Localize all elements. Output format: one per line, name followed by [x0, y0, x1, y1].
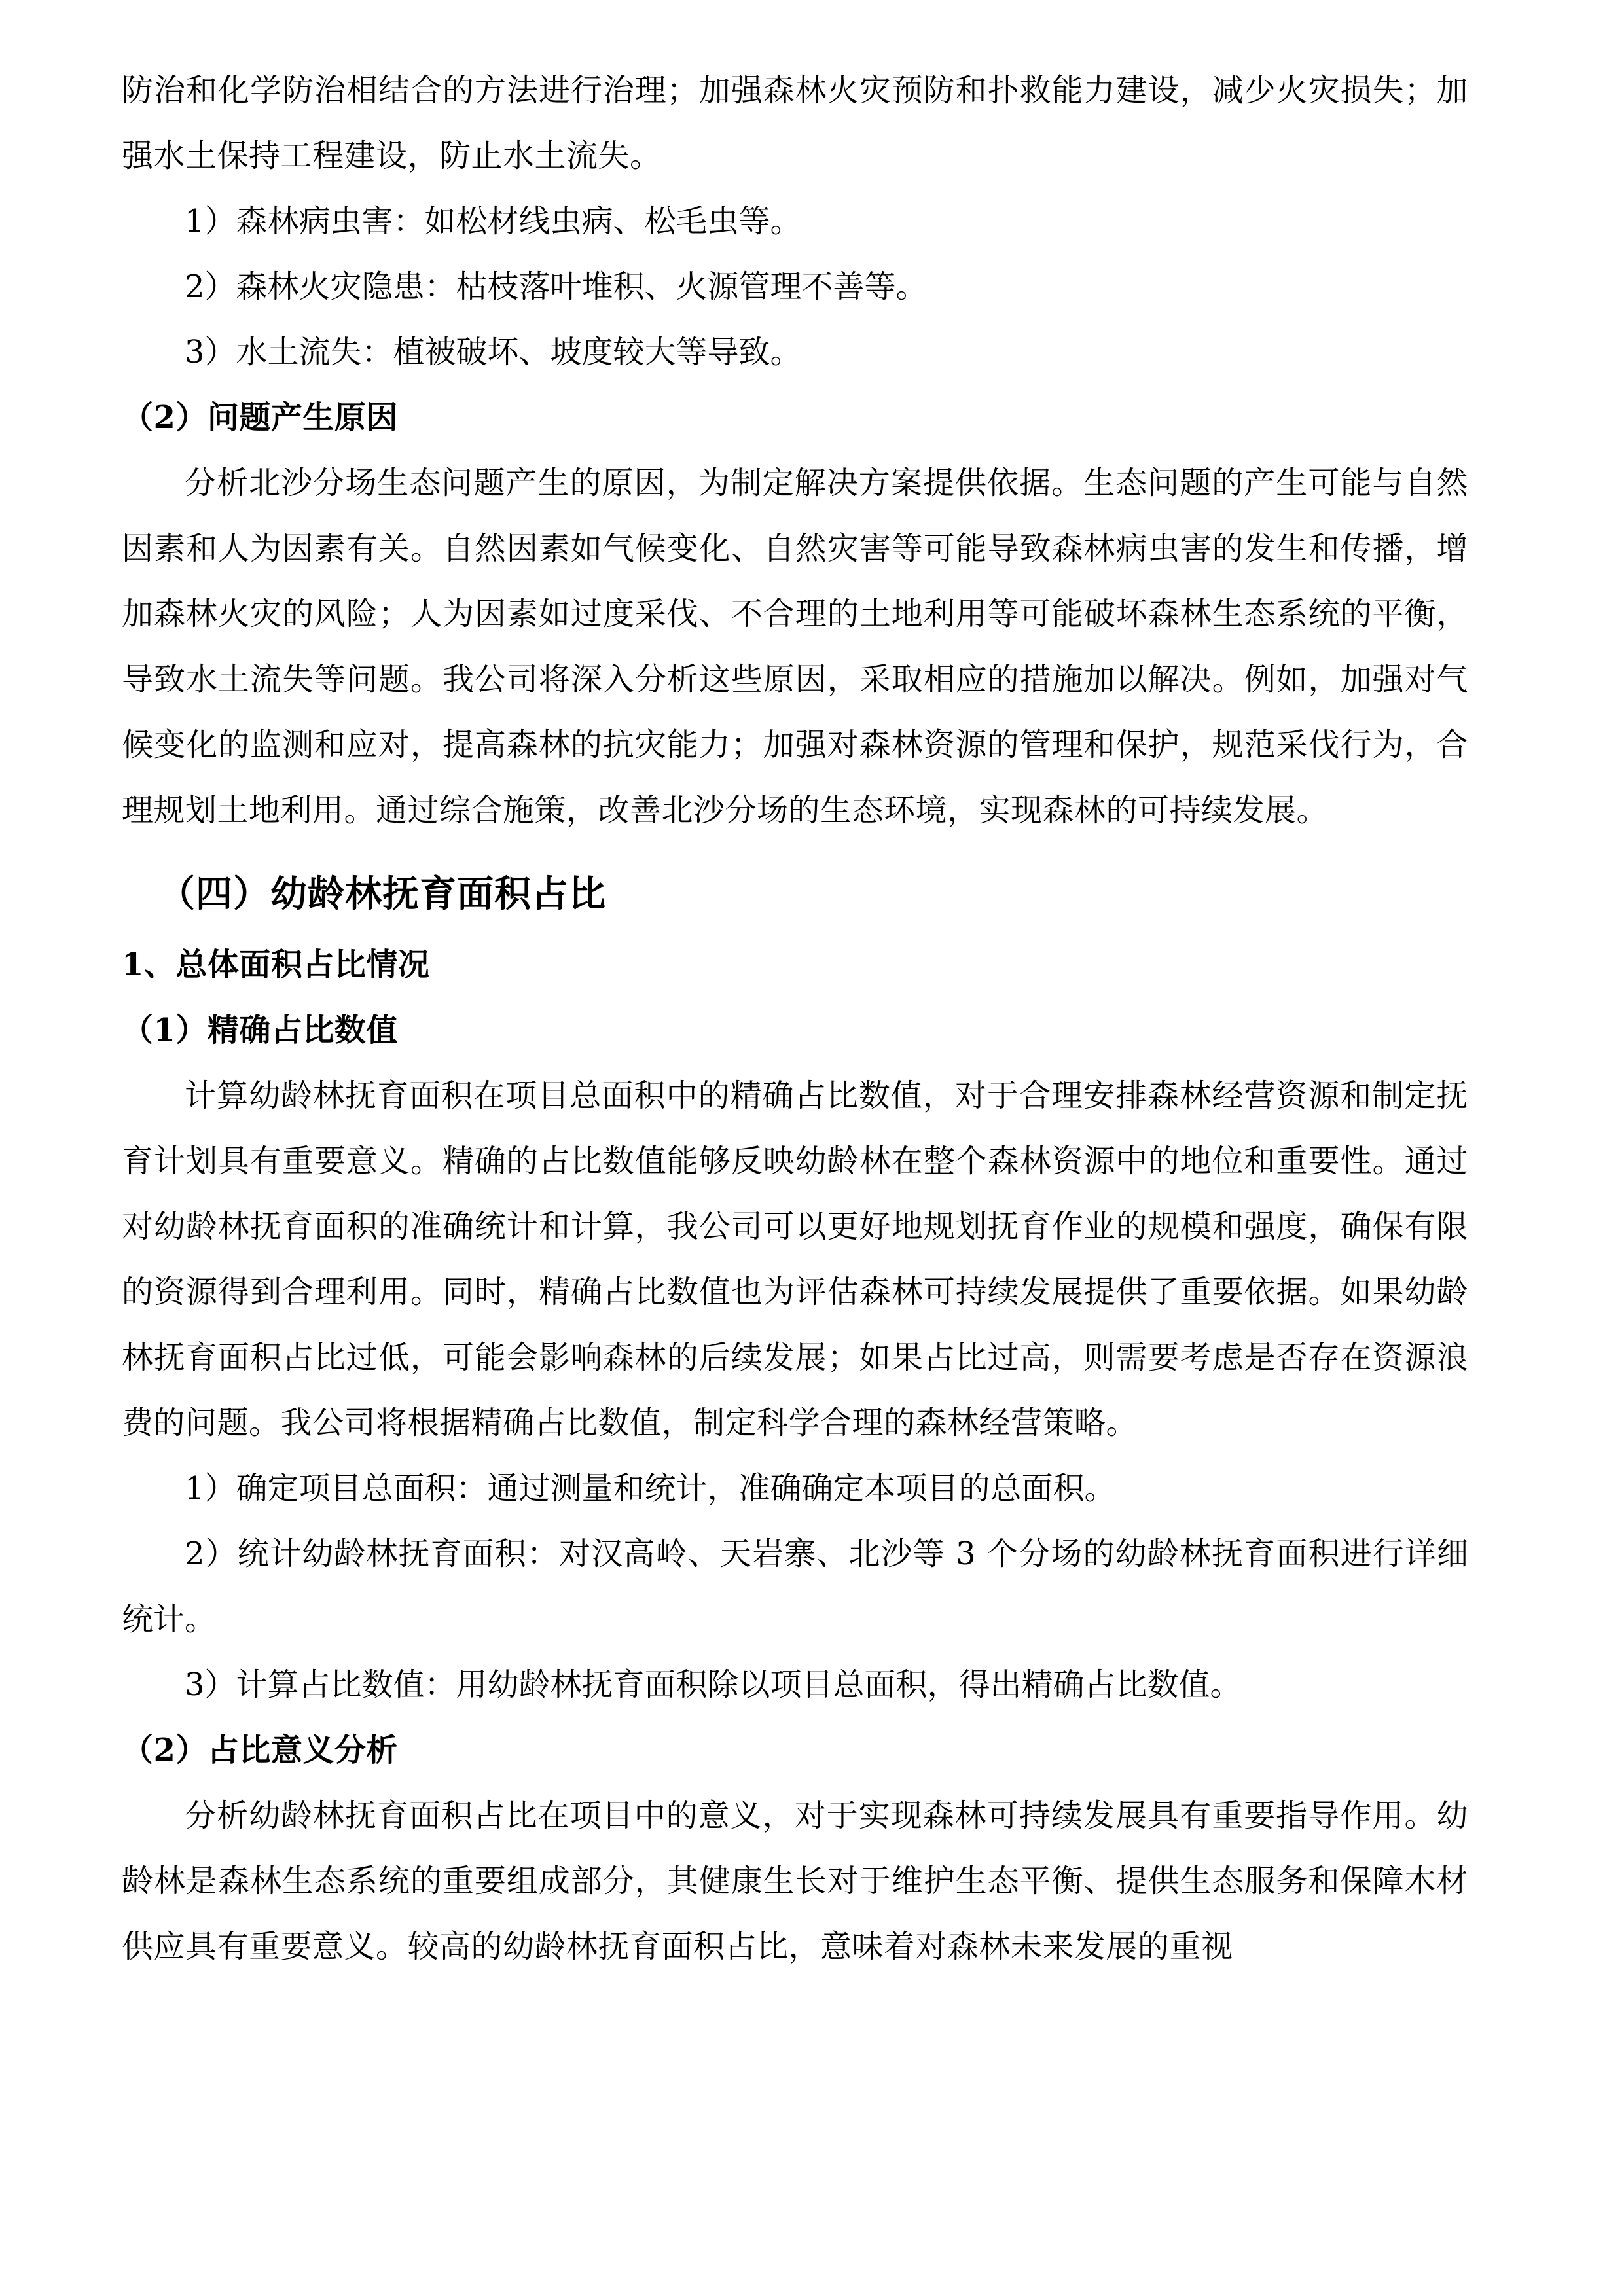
paragraph-continuation: 防治和化学防治相结合的方法进行治理；加强森林火灾预防和扑救能力建设，减少火灾损失；加强水土保持工程建设，防止水土流失。	[122, 72, 1468, 174]
spacer-before-major-heading	[122, 843, 1468, 860]
paragraph-ratio-significance: 分析幼龄林抚育面积占比在项目中的意义，对于实现森林可持续发展具有重要指导作用。幼龄林是森林生态系统的重要组成部分，其健康生长对于维护生态平衡、提供生态服务和保障木材供应具有重要意义。较高的幼龄林抚育面积占比，意味着对森林未来发展的重视	[122, 1797, 1468, 1965]
heading-ratio-significance: （2）占比意义分析	[122, 1732, 398, 1768]
list-item-determine-total-area: 1）确定项目总面积：通过测量和统计，准确确定本项目的总面积。	[185, 1470, 1116, 1507]
heading-precise-ratio-value: （1）精确占比数值	[122, 1012, 398, 1049]
document-body	[122, 58, 1468, 1979]
heading-problem-causes: （2）问题产生原因	[122, 399, 398, 436]
list-item-count-tending-area: 2）统计幼龄林抚育面积：对汉高岭、天岩寨、北沙等 3 个分场的幼龄林抚育面积进行详细统计。	[122, 1535, 1468, 1638]
list-item-fire-hazard: 2）森林火灾隐患：枯枝落叶堆积、火源管理不善等。	[185, 268, 928, 305]
paragraph-problem-causes: 分析北沙分场生态问题产生的原因，为制定解决方案提供依据。生态问题的产生可能与自然因素和人为因素有关。自然因素如气候变化、自然灾害等可能导致森林病虫害的发生和传播，增加森林火灾的风险；人为因素如过度采伐、不合理的土地利用等可能破坏森林生态系统的平衡，导致水土流失等问题。我公司将深入分析这些原因，采取相应的措施加以解决。例如，加强对气候变化的监测和应对，提高森林的抗灾能力；加强对森林资源的管理和保护，规范采伐行为，合理规划土地利用。通过综合施策，改善北沙分场的生态环境，实现森林的可持续发展。	[122, 465, 1468, 829]
list-item-soil-erosion: 3）水土流失：植被破坏、坡度较大等导致。	[185, 334, 802, 370]
list-item-calculate-ratio: 3）计算占比数值：用幼龄林抚育面积除以项目总面积，得出精确占比数值。	[185, 1666, 1242, 1703]
paragraph-precise-ratio: 计算幼龄林抚育面积在项目总面积中的精确占比数值，对于合理安排森林经营资源和制定抚育计划具有重要意义。精确的占比数值能够反映幼龄林在整个森林资源中的地位和重要性。通过对幼龄林抚育面积的准确统计和计算，我公司可以更好地规划抚育作业的规模和强度，确保有限的资源得到合理利用。同时，精确占比数值也为评估森林可持续发展提供了重要依据。如果幼龄林抚育面积占比过低，可能会影响森林的后续发展；如果占比过高，则需要考虑是否存在资源浪费的问题。我公司将根据精确占比数值，制定科学合理的森林经营策略。	[122, 1077, 1468, 1441]
heading-section-four: （四）幼龄林抚育面积占比	[158, 872, 606, 916]
heading-overall-area-ratio: 1、总体面积占比情况	[122, 946, 430, 983]
list-item-forest-pest: 1）森林病虫害：如松材线虫病、松毛虫等。	[185, 203, 802, 240]
